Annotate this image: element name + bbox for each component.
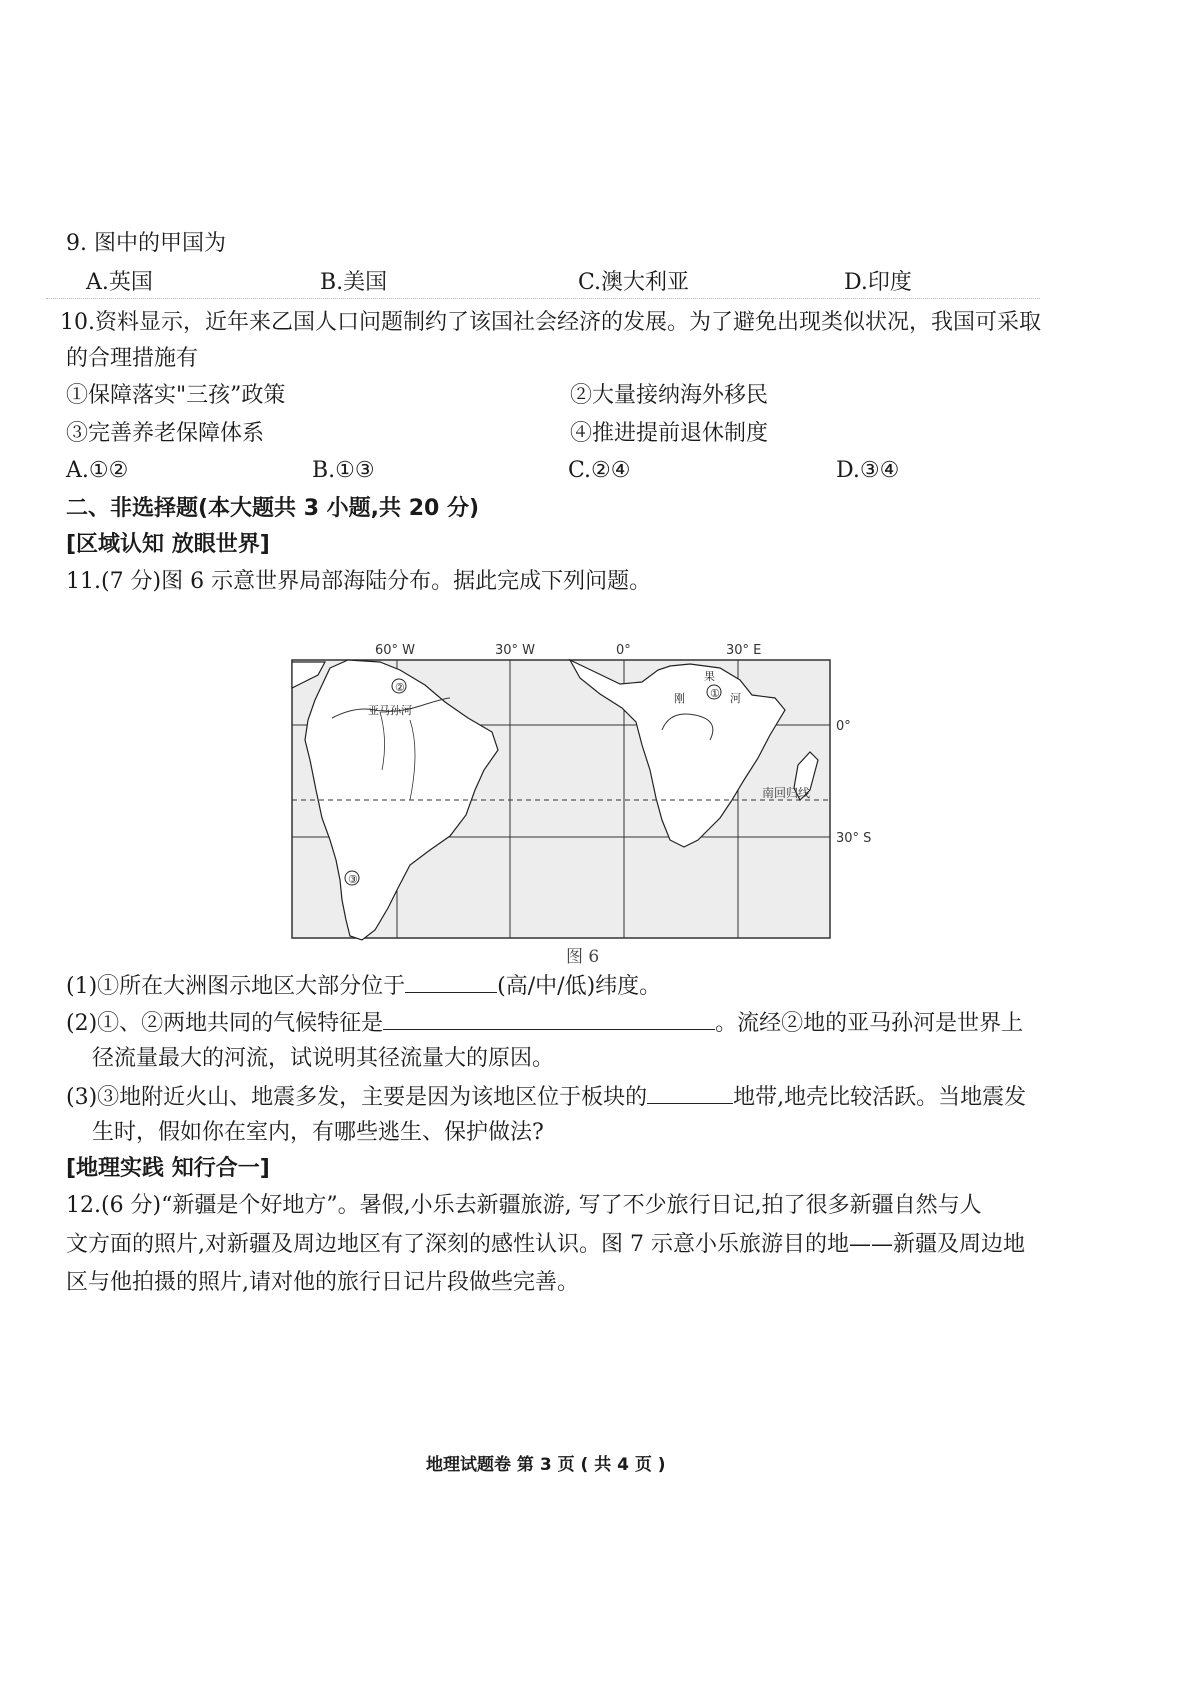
q10-option-c: C.②④ (568, 458, 631, 483)
q11-stem: 11.(7 分)图 6 示意世界局部海陆分布。据此完成下列问题。 (66, 569, 652, 594)
q9-option-d: D.印度 (844, 270, 912, 295)
answer-blank-latitude[interactable] (405, 970, 497, 993)
amazon-river-label: 亚马孙河 (368, 704, 412, 717)
lon-label-0: 0° (616, 643, 631, 658)
q12-line-3: 区与他拍摄的照片,请对他的旅行日记片段做些完善。 (66, 1270, 579, 1295)
q12-line-1: 12.(6 分)“新疆是个好地方”。暑假,小乐去新疆旅游, 写了不少旅行日记,拍了很多新疆自然与人 (66, 1193, 982, 1218)
lat-label-0: 0° (836, 719, 851, 734)
q10-stem-cont: 的合理措施有 (66, 346, 199, 371)
lon-label-30w: 30° W (495, 643, 536, 658)
section-part-1: [区域认知 放眼世界] (66, 532, 270, 557)
q10-option-b: B.①③ (312, 458, 375, 483)
q10-option-d: D.③④ (836, 458, 900, 483)
q10-item-2: ②大量接纳海外移民 (570, 383, 769, 408)
q10-item-3: ③完善养老保障体系 (66, 421, 265, 446)
q9-option-a: A.英国 (86, 270, 153, 295)
tropic-label: 南回归线 (762, 786, 811, 800)
marker-1: ① (710, 687, 720, 700)
q10-item-4: ④推进提前退休制度 (570, 421, 769, 446)
q9-stem: 9. 图中的甲国为 (66, 231, 226, 256)
q11-sub2-cont: 径流量最大的河流，试说明其径流量大的原因。 (92, 1046, 555, 1071)
congo-label-2: 果 (704, 670, 715, 683)
marker-3: ③ (348, 873, 358, 886)
section-part-2: [地理实践 知行合一] (66, 1156, 270, 1181)
q11-sub3: (3)③地附近火山、地震多发，主要是因为该地区位于板块的 地带,地壳比较活跃。当地震发 (66, 1081, 1026, 1113)
q10-option-a: A.①② (66, 458, 129, 483)
lat-label-30s: 30° S (836, 831, 872, 846)
section-title: 二、非选择题(本大题共 3 小题,共 20 分) (66, 496, 480, 521)
q11-sub1: (1)①所在大洲图示地区大部分位于 (高/中/低)纬度。 (66, 970, 661, 1002)
lon-label-30e: 30° E (726, 643, 762, 658)
q11-sub3-cont: 生时，假如你在室内，有哪些逃生、保护做法? (92, 1120, 544, 1145)
q12-line-2: 文方面的照片,对新疆及周边地区有了深刻的感性认识。图 7 示意小乐旅游目的地——新疆及周边地 (66, 1232, 1025, 1257)
q9-option-c: C.澳大利亚 (578, 270, 690, 295)
divider (46, 298, 1040, 299)
congo-label-1: 刚 (674, 692, 685, 705)
q10-item-1: ①保障落实"三孩”政策 (66, 383, 286, 408)
figure-caption: 图 6 (566, 947, 600, 967)
q9-option-b: B.美国 (320, 270, 388, 295)
world-map-figure (270, 640, 950, 1010)
answer-blank-climate[interactable] (383, 1007, 715, 1030)
q11-sub2: (2)①、②两地共同的气候特征是 。流经②地的亚马孙河是世界上 (66, 1007, 1023, 1039)
q10-stem: 10.资料显示，近年来乙国人口问题制约了该国社会经济的发展。为了避免出现类似状况，我国可采取 (60, 310, 1041, 335)
page-footer: 地理试题卷 第 3 页 ( 共 4 页 ) (426, 1455, 666, 1475)
marker-2: ② (395, 681, 405, 694)
congo-label-3: 河 (730, 692, 741, 705)
answer-blank-plate-boundary[interactable] (647, 1081, 733, 1104)
lon-label-60w: 60° W (375, 643, 416, 658)
